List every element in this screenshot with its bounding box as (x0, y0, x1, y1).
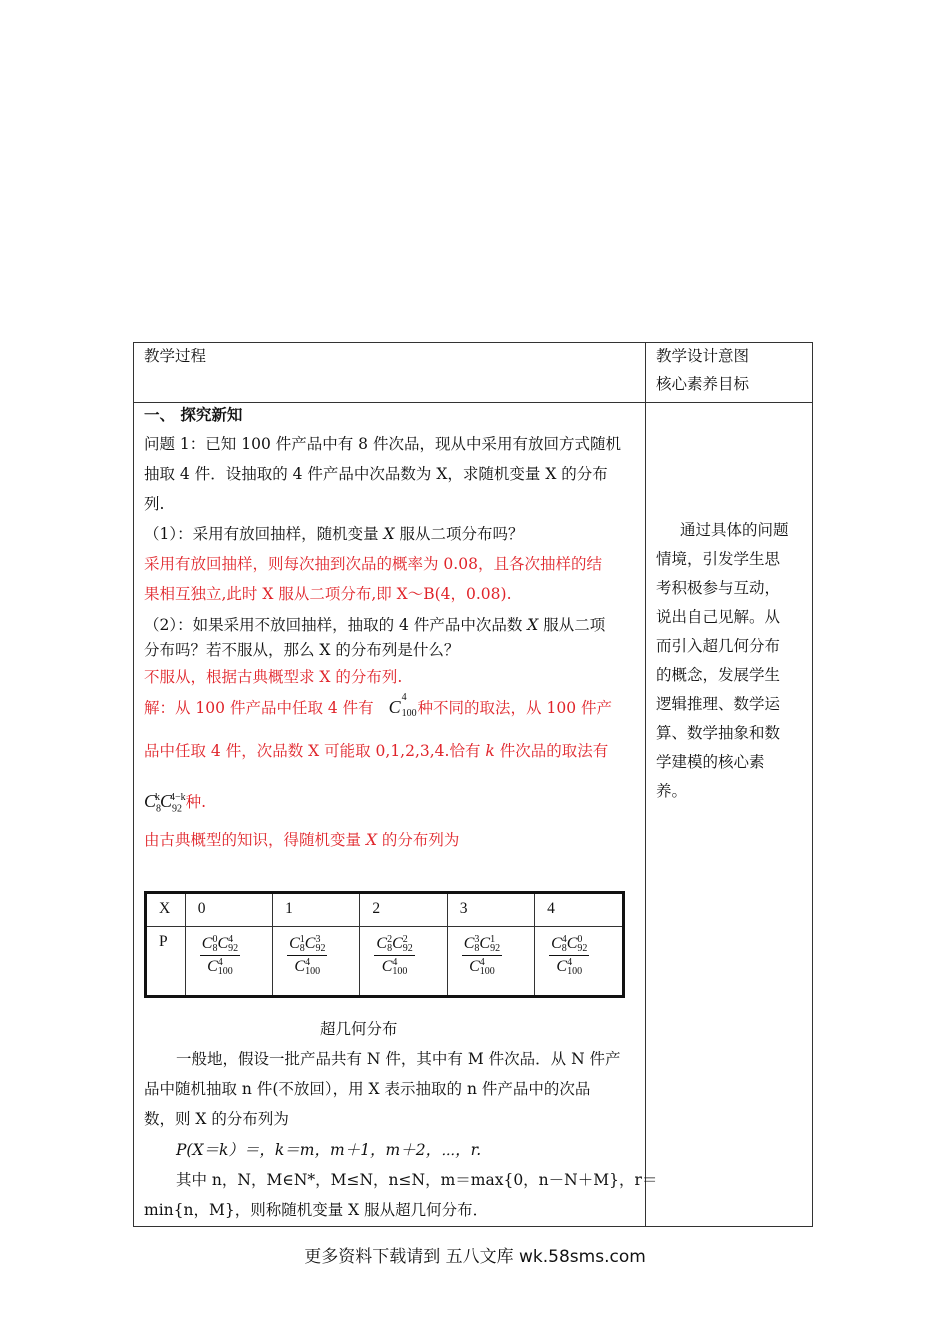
intent-line: 学建模的核心素 (656, 753, 765, 771)
header-cell: 2 (360, 893, 447, 927)
probability-fraction: C 4 8 C 0 92 C 4 100 (551, 934, 588, 978)
solution-line3: $C_8^kC_{92}^{4-k}$种. (144, 791, 207, 815)
distribution-table (144, 891, 625, 998)
intent-line: 算、数学抽象和数 (656, 724, 781, 742)
intent-line: 考积极参与互动， (656, 579, 781, 597)
prob-cell (185, 927, 272, 997)
intent-line: 逻辑推理、数学运 (656, 695, 781, 713)
prob-cell (273, 927, 360, 997)
hyper-para-line: 品中随机抽取 n 件(不放回），用 X 表示抽取的 n 件产品中的次品 (144, 1080, 591, 1098)
solution-line4: 由古典概型的知识，得随机变量 X 的分布列为 (144, 831, 460, 849)
prob-cell (535, 927, 624, 997)
solution-line2: 品中任取 4 件，次品数 X 可能取 0,1,2,3,4.恰有 k 件次品的取法有 (144, 742, 609, 760)
answer1-line: 采用有放回抽样，则每次抽到次品的概率为 0.08，且各次抽样的结 (144, 555, 602, 573)
prob-cell (447, 927, 534, 997)
intent-line: 情境，引发学生思 (656, 550, 781, 568)
lesson-table (133, 342, 813, 1227)
column-divider (645, 343, 646, 1226)
header-divider (134, 402, 812, 403)
header-cell: 3 (447, 893, 534, 927)
intent-line: 而引入超几何分布 (656, 637, 781, 655)
header-process: 教学过程 (144, 347, 207, 365)
table-row (146, 893, 624, 927)
header-cell: 0 (185, 893, 272, 927)
question2-line: 分布吗？若不服从，那么 X 的分布列是什么？ (144, 641, 460, 659)
intent-line: 说出自己见解。从 (656, 608, 781, 626)
solution-line1: 解：从 100 件产品中任取 4 件有 C 4 100 种不同的取法，从 100 件产 (144, 692, 612, 719)
header-cell: 4 (535, 893, 624, 927)
header-core-goal: 核心素养目标 (656, 375, 750, 393)
table-row (146, 927, 624, 997)
hyper-para-line: 数，则 X 的分布列为 (144, 1110, 289, 1128)
intent-line: 养。 (656, 782, 688, 800)
hyper-para-line: 一般地，假设一批产品共有 N 件，其中有 M 件次品．从 N 件产 (176, 1050, 621, 1068)
hyper-formula: P(X＝k）＝，k＝m，m＋1，m＋2，⋯，r. (176, 1141, 482, 1159)
answer2: 不服从，根据古典概型求 X 的分布列. (144, 668, 403, 686)
prob-cell (360, 927, 447, 997)
intent-line: 的概念，发展学生 (656, 666, 781, 684)
header-cell: X (146, 893, 186, 927)
hyper-para-line: 其中 n，N，M∈N*，M≤N，n≤N，m＝max{0，n－N＋M}，r＝ (176, 1171, 658, 1189)
question2-line: （2）：如果采用不放回抽样，抽取的 4 件产品中次品数 X 服从二项 (144, 616, 606, 634)
probability-fraction: C 1 8 C 3 92 C 4 100 (289, 934, 326, 978)
hypergeometric-title: 超几何分布 (320, 1020, 398, 1038)
header-design-intent: 教学设计意图 (656, 347, 750, 365)
combo-expression: $C_8^kC_{92}^{4-k}$ (144, 791, 186, 815)
intent-line: 通过具体的问题 (680, 521, 789, 539)
probability-fraction: C 2 8 C 2 92 C 4 100 (376, 934, 413, 978)
combo-c100-4: C 4 100 (388, 692, 417, 719)
p-label: P (146, 927, 186, 997)
hyper-para-line: min{n，M}，则称随机变量 X 服从超几何分布． (144, 1201, 489, 1219)
problem1-line: 问题 1：已知 100 件产品中有 8 件次品，现从中采用有放回方式随机 (144, 435, 621, 453)
header-cell: 1 (273, 893, 360, 927)
problem1-line: 列. (144, 495, 165, 513)
question1: （1）：采用有放回抽样，随机变量 X 服从二项分布吗？ (144, 525, 524, 543)
probability-fraction: C 3 8 C 1 92 C 4 100 (463, 934, 501, 978)
answer1-line: 果相互独立,此时 X 服从二项分布,即 X～B(4，0.08). (144, 585, 512, 603)
problem1-line: 抽取 4 件．设抽取的 4 件产品中次品数为 X，求随机变量 X 的分布 (144, 465, 608, 483)
probability-fraction: C 0 8 C 4 92 C 4 100 (201, 934, 239, 978)
footer-link[interactable]: 更多资料下载请到 五八文库 wk.58sms.com (304, 1247, 646, 1267)
section-title: 一、 探究新知 (144, 405, 243, 424)
